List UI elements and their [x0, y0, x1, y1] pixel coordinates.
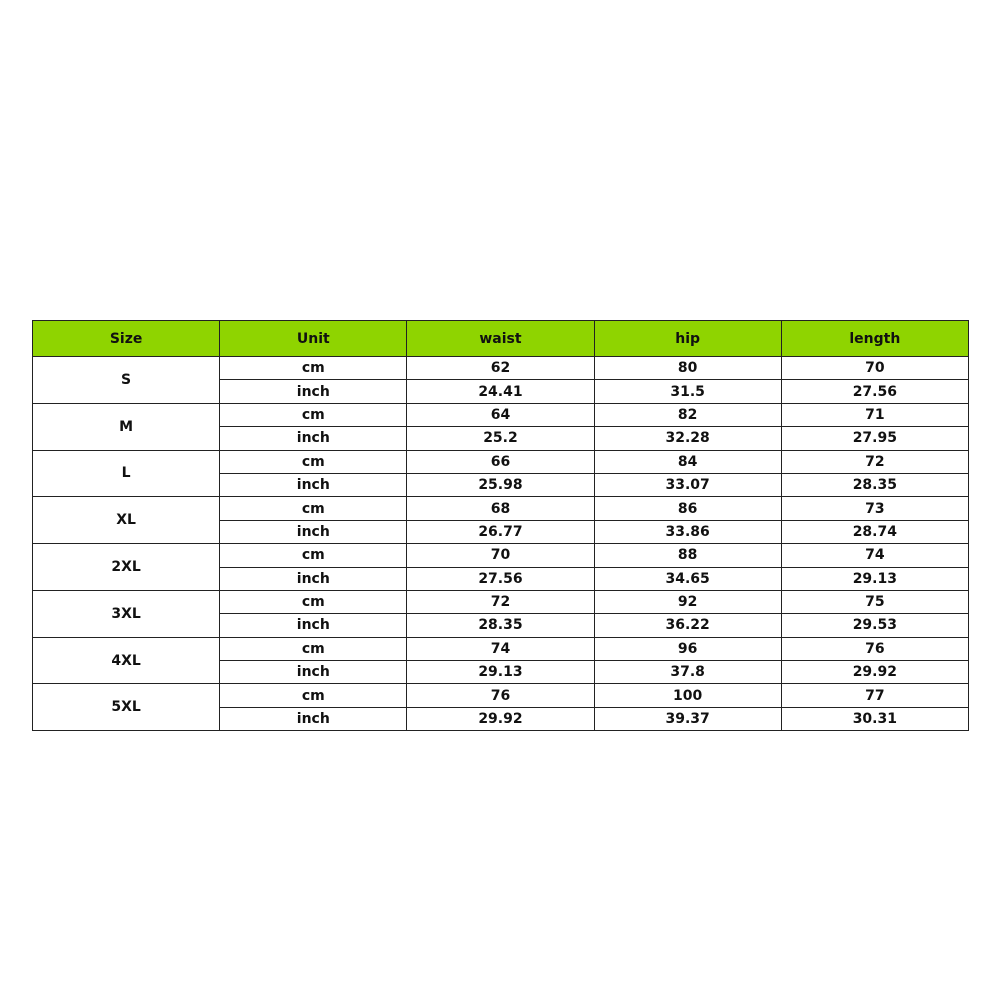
unit-label: cm — [220, 637, 407, 660]
length-value: 75 — [781, 590, 968, 613]
waist-value: 24.41 — [407, 380, 594, 403]
length-value: 70 — [781, 357, 968, 380]
hip-value: 84 — [594, 450, 781, 473]
unit-label: cm — [220, 357, 407, 380]
length-value: 72 — [781, 450, 968, 473]
size-label: 4XL — [33, 637, 220, 684]
hip-value: 96 — [594, 637, 781, 660]
header-length: length — [781, 321, 968, 357]
hip-value: 82 — [594, 403, 781, 426]
table-body — [33, 357, 969, 731]
waist-value: 29.92 — [407, 707, 594, 730]
length-value: 71 — [781, 403, 968, 426]
table-row — [33, 684, 969, 707]
table-row — [33, 544, 969, 567]
waist-value: 76 — [407, 684, 594, 707]
waist-value: 25.2 — [407, 427, 594, 450]
length-value: 27.95 — [781, 427, 968, 450]
size-label: 3XL — [33, 590, 220, 637]
unit-label: cm — [220, 450, 407, 473]
waist-value: 64 — [407, 403, 594, 426]
header-hip: hip — [594, 321, 781, 357]
header-row — [33, 321, 969, 357]
waist-value: 28.35 — [407, 614, 594, 637]
unit-label: cm — [220, 544, 407, 567]
unit-label: inch — [220, 520, 407, 543]
waist-value: 27.56 — [407, 567, 594, 590]
hip-value: 92 — [594, 590, 781, 613]
hip-value: 34.65 — [594, 567, 781, 590]
table-row — [33, 590, 969, 613]
unit-label: inch — [220, 614, 407, 637]
hip-value: 39.37 — [594, 707, 781, 730]
unit-label: inch — [220, 661, 407, 684]
table-row — [33, 637, 969, 660]
hip-value: 86 — [594, 497, 781, 520]
waist-value: 72 — [407, 590, 594, 613]
size-chart-table — [32, 320, 969, 731]
hip-value: 37.8 — [594, 661, 781, 684]
header-waist: waist — [407, 321, 594, 357]
hip-value: 32.28 — [594, 427, 781, 450]
length-value: 28.35 — [781, 473, 968, 496]
waist-value: 68 — [407, 497, 594, 520]
length-value: 77 — [781, 684, 968, 707]
hip-value: 31.5 — [594, 380, 781, 403]
length-value: 73 — [781, 497, 968, 520]
unit-label: cm — [220, 684, 407, 707]
unit-label: inch — [220, 707, 407, 730]
length-value: 29.53 — [781, 614, 968, 637]
length-value: 29.92 — [781, 661, 968, 684]
length-value: 30.31 — [781, 707, 968, 730]
unit-label: cm — [220, 590, 407, 613]
size-label: L — [33, 450, 220, 497]
unit-label: cm — [220, 403, 407, 426]
waist-value: 25.98 — [407, 473, 594, 496]
waist-value: 70 — [407, 544, 594, 567]
table-header — [33, 321, 969, 357]
unit-label: cm — [220, 497, 407, 520]
table-row — [33, 450, 969, 473]
table-row — [33, 357, 969, 380]
header-size: Size — [33, 321, 220, 357]
size-label: 2XL — [33, 544, 220, 591]
waist-value: 74 — [407, 637, 594, 660]
waist-value: 66 — [407, 450, 594, 473]
size-label: M — [33, 403, 220, 450]
table-row — [33, 497, 969, 520]
length-value: 28.74 — [781, 520, 968, 543]
hip-value: 100 — [594, 684, 781, 707]
hip-value: 33.07 — [594, 473, 781, 496]
waist-value: 62 — [407, 357, 594, 380]
unit-label: inch — [220, 427, 407, 450]
hip-value: 88 — [594, 544, 781, 567]
length-value: 74 — [781, 544, 968, 567]
size-label: XL — [33, 497, 220, 544]
unit-label: inch — [220, 567, 407, 590]
length-value: 27.56 — [781, 380, 968, 403]
length-value: 76 — [781, 637, 968, 660]
header-unit: Unit — [220, 321, 407, 357]
size-label: 5XL — [33, 684, 220, 731]
size-label: S — [33, 357, 220, 404]
hip-value: 33.86 — [594, 520, 781, 543]
hip-value: 80 — [594, 357, 781, 380]
waist-value: 26.77 — [407, 520, 594, 543]
unit-label: inch — [220, 380, 407, 403]
table-row — [33, 403, 969, 426]
unit-label: inch — [220, 473, 407, 496]
hip-value: 36.22 — [594, 614, 781, 637]
waist-value: 29.13 — [407, 661, 594, 684]
length-value: 29.13 — [781, 567, 968, 590]
